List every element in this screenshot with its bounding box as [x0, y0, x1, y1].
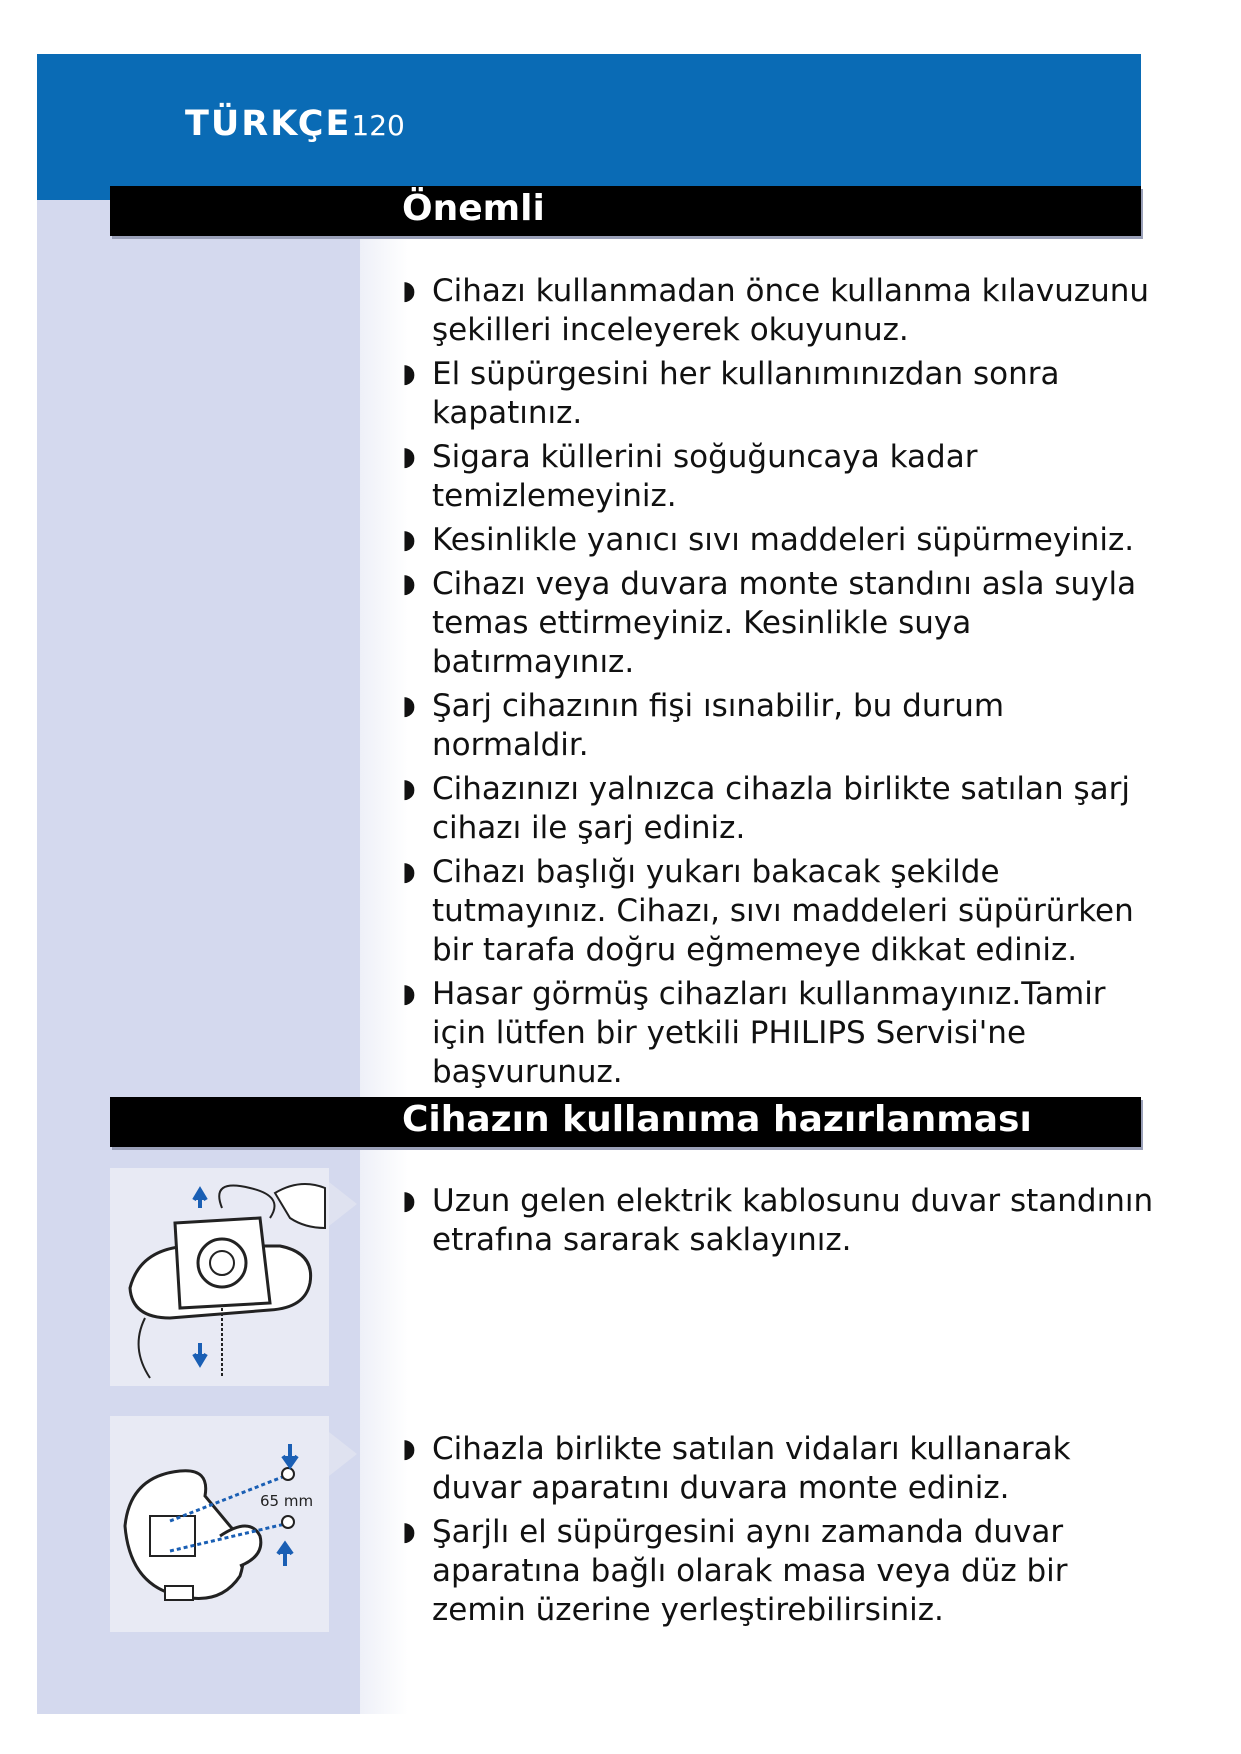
bullet-icon: ◗ — [402, 569, 416, 599]
list-item: ◗ Cihazınızı yalnızca cihazla birlikte satılan şarj cihazı ile şarj ediniz. — [402, 771, 1131, 846]
list-item: ◗ Cihazı başlığı yukarı bakacak şekilde tutmayınız. Cihazı, sıvı maddeleri süpürürken bir tarafa doğru eğmemeye dikkat ediniz. — [402, 854, 1134, 968]
important-list — [402, 272, 1162, 1097]
section-bar-important — [110, 186, 1141, 236]
section-title: Önemli — [402, 188, 545, 229]
language-label: TÜRKÇE — [185, 104, 352, 144]
figure-cord-storage — [110, 1168, 329, 1386]
preparation-list-1 — [402, 1182, 1162, 1265]
bullet-icon: ◗ — [402, 1434, 416, 1464]
bullet-icon: ◗ — [402, 1186, 416, 1216]
bullet-icon: ◗ — [402, 857, 416, 887]
section-bar-preparation — [110, 1097, 1141, 1147]
list-item: ◗ Şarjlı el süpürgesini aynı zamanda duvar aparatına bağlı olarak masa veya düz bir zemin üzerine yerleştirebilirsiniz. — [402, 1514, 1068, 1628]
list-item: ◗ El süpürgesini her kullanımınızdan sonra kapatınız. — [402, 356, 1060, 431]
column-shade — [360, 1148, 408, 1714]
bullet-icon: ◗ — [402, 1517, 416, 1547]
bullet-icon: ◗ — [402, 442, 416, 472]
list-item: ◗ Hasar görmüş cihazları kullanmayınız.Tamir için lütfen bir yetkili PHILIPS Servisi'ne başvurunuz. — [402, 976, 1106, 1090]
list-item: ◗ Şarj cihazının fişi ısınabilir, bu durum normaldir. — [402, 688, 1005, 763]
section-title: Cihazın kullanıma hazırlanması — [402, 1099, 1032, 1140]
preparation-list-2 — [402, 1430, 1162, 1635]
wall-stand-illustration — [110, 1168, 329, 1386]
list-item: ◗ Sigara küllerini soğuğuncaya kadar temizlemeyiniz. — [402, 439, 978, 514]
list-item: ◗ Kesinlikle yanıcı sıvı maddeleri süpürmeyiniz. — [402, 522, 1135, 558]
bullet-icon: ◗ — [402, 525, 416, 555]
dimension-label: 65 mm — [260, 1492, 314, 1510]
wall-mount-illustration — [110, 1416, 329, 1632]
column-shade — [360, 234, 408, 1104]
figure-wall-mounting — [110, 1416, 329, 1632]
bullet-icon: ◗ — [402, 979, 416, 1009]
bullet-icon: ◗ — [402, 774, 416, 804]
list-item: ◗ Cihazla birlikte satılan vidaları kullanarak duvar aparatını duvara monte ediniz. — [402, 1431, 1071, 1506]
page-number: 120 — [351, 109, 405, 142]
bullet-icon: ◗ — [402, 691, 416, 721]
bullet-icon: ◗ — [402, 276, 416, 306]
page-header — [185, 104, 405, 144]
list-item: ◗ Cihazı kullanmadan önce kullanma kılavuzunu şekilleri inceleyerek okuyunuz. — [402, 273, 1150, 348]
bullet-icon: ◗ — [402, 359, 416, 389]
list-item: ◗ Cihazı veya duvara monte standını asla suyla temas ettirmeyiniz. Kesinlikle suya batırmayınız. — [402, 566, 1137, 680]
list-item: ◗ Uzun gelen elektrik kablosunu duvar standının etrafına sararak saklayınız. — [402, 1183, 1154, 1258]
figure-pointer — [329, 1432, 357, 1476]
figure-pointer — [329, 1182, 357, 1226]
